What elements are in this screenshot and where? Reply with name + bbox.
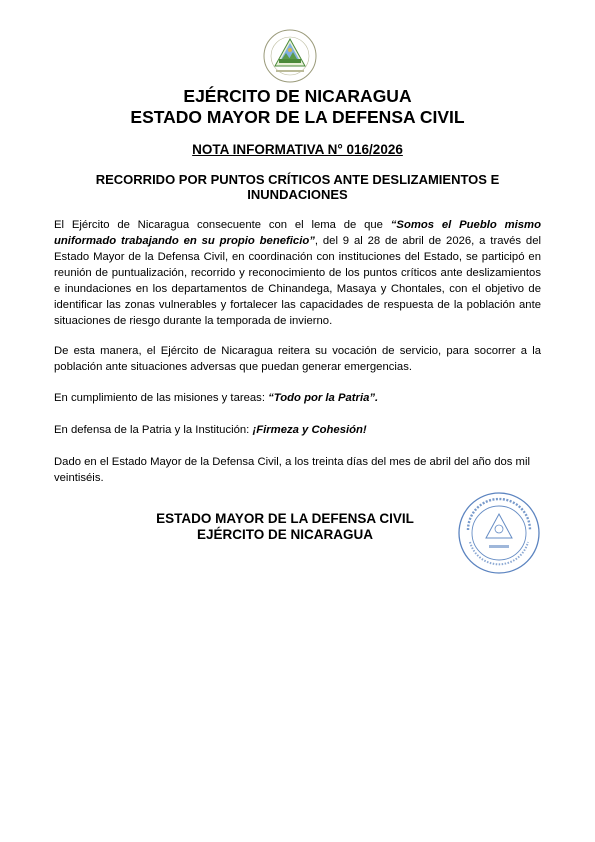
paragraph-defense bbox=[54, 422, 541, 438]
paragraph-dated: Dado en el Estado Mayor de la Defensa Civil, a los treinta días del mes de abril del año dos mil veintiséis. bbox=[54, 456, 530, 484]
paragraph-main bbox=[54, 217, 541, 329]
coat-of-arms-icon bbox=[262, 28, 318, 84]
note-number: NOTA INFORMATIVA N° 016/2026 bbox=[192, 142, 403, 157]
official-stamp-icon bbox=[456, 490, 542, 576]
paragraph-defense-emphasis: ¡Firmeza y Cohesión! bbox=[252, 424, 367, 436]
paragraph-missions bbox=[54, 390, 541, 406]
paragraph-main-intro: El Ejército de Nicaragua consecuente con el lema de que bbox=[54, 219, 391, 231]
signature-line-2: EJÉRCITO DE NICARAGUA bbox=[196, 527, 374, 542]
paragraph-defense-text: En defensa de la Patria y la Institución: bbox=[54, 424, 253, 436]
signature-line-1: ESTADO MAYOR DE LA DEFENSA CIVIL bbox=[156, 511, 414, 526]
paragraph-missions-text: En cumplimiento de las misiones y tareas: bbox=[54, 392, 269, 404]
paragraph-missions-emphasis: “Todo por la Patria”. bbox=[268, 392, 379, 404]
department-name: ESTADO MAYOR DE LA DEFENSA CIVIL bbox=[130, 107, 465, 127]
paragraph-service: De esta manera, el Ejército de Nicaragua reitera su vocación de servicio, para socorrer a la población ante situaciones adversas que puedan generar emergencias. bbox=[54, 345, 541, 373]
motto-text: “Somos el Pueblo mismo uniformado trabajando en su propio beneficio” bbox=[54, 219, 541, 247]
note-subject: RECORRIDO POR PUNTOS CRÍTICOS ANTE DESLIZAMIENTOS E INUNDACIONES bbox=[95, 172, 500, 202]
paragraph-main-rest: , del 9 al 28 de abril de 2026, a través del Estado Mayor de la Defensa Civil, en coordinación con instituciones del Estado, se participó en reunión de puntualización, recorrido y reconocimiento de los puntos críticos ante deslizamientos e inundaciones en los departamentos de Chinandega, Masaya y Chontales, con el objetivo de identificar las zonas vulnerables y fortalecer las capacidades de respuesta de la población ante situaciones de riesgo durante la temporada de invierno. bbox=[54, 235, 542, 327]
institution-name: EJÉRCITO DE NICARAGUA bbox=[183, 86, 412, 106]
